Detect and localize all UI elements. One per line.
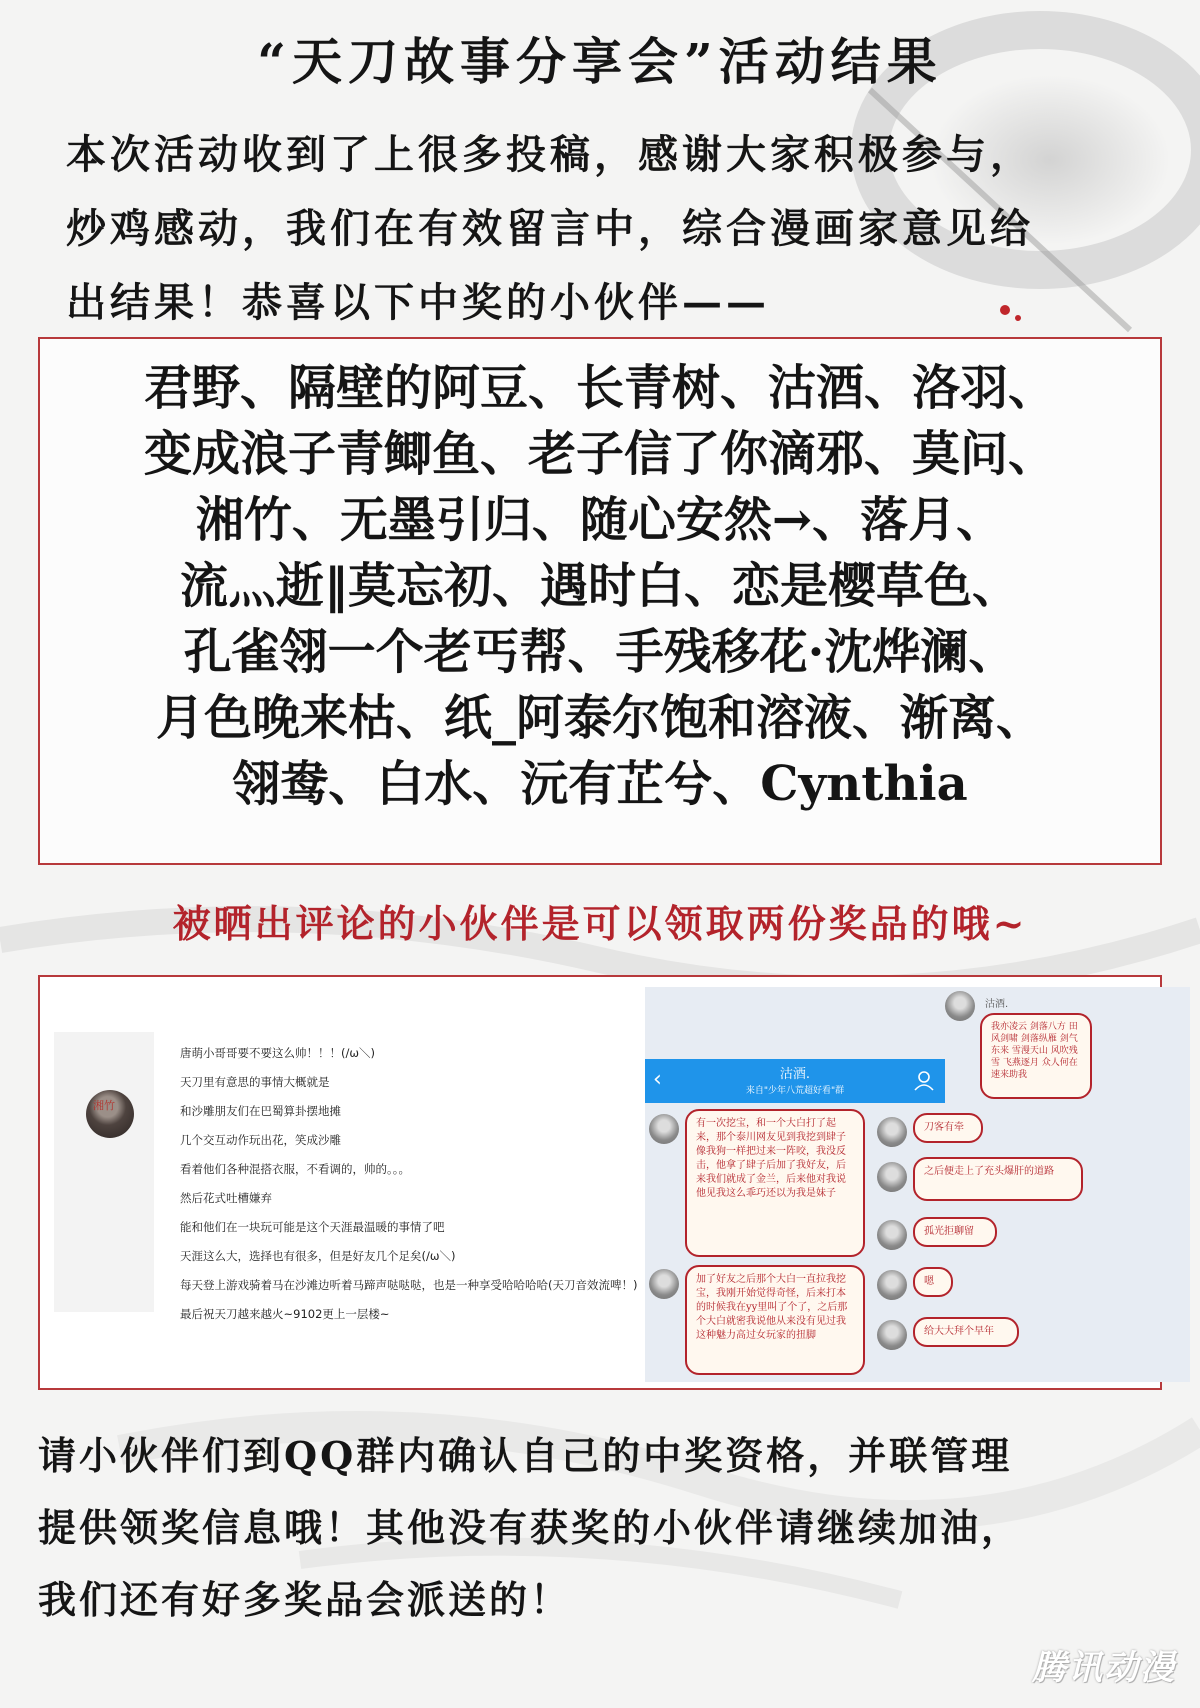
intro-paragraph xyxy=(66,118,1146,340)
comment-line: 天刀里有意思的事情大概就是 xyxy=(180,1075,330,1089)
comment-line: 唐萌小哥哥要不要这么帅！！！(/ω＼) xyxy=(180,1046,375,1060)
comment-line: 天涯这么大，选择也有很多，但是好友几个足矣(/ω＼) xyxy=(180,1249,456,1263)
comment-body xyxy=(180,1039,700,1329)
comment-author-panel xyxy=(54,1032,154,1312)
chat-bubble-right: 孤光拒聊留 xyxy=(913,1217,997,1247)
chat-screenshot xyxy=(645,987,1190,1382)
intro-line: 本次活动收到了上很多投稿，感谢大家积极参与， xyxy=(66,131,1034,178)
winners-line: 流灬逝‖莫忘初、遇时白、恋是樱草色、 xyxy=(179,558,1020,614)
comment-line: 然后花式吐槽嫌弃 xyxy=(180,1191,272,1205)
chat-bubble-right: 我亦凌云 剑落八方 田风剑啸 剑落纵雁 剑气东来 雪漫天山 风吹残雪 飞燕逐月 众人何在 速来助我 xyxy=(980,1013,1092,1099)
comment-line: 最后祝天刀越来越火~9102更上一层楼~ xyxy=(180,1307,390,1321)
comment-line: 能和他们在一块玩可能是这个天涯最温暖的事情了吧 xyxy=(180,1220,445,1234)
chat-bubble-right: 刀客有牵 xyxy=(913,1113,983,1143)
winners-line: 月色晚来枯、纸_阿泰尔饱和溶液、渐离、 xyxy=(155,690,1044,746)
page-title: “天刀故事分享会”活动结果 xyxy=(257,32,943,91)
chat-top-sender-name: 沽酒. xyxy=(985,999,1009,1010)
comment-line: 看着他们各种混搭衣服，不看调的，帅的。。。 xyxy=(180,1162,410,1176)
chat-subtitle: 来自"少年八荒超好看"群 xyxy=(745,1086,845,1096)
avatar xyxy=(877,1220,907,1250)
avatar xyxy=(945,991,975,1021)
intro-line: 出结果！恭喜以下中奖的小伙伴—— xyxy=(66,279,770,326)
user-profile-icon[interactable] xyxy=(913,1069,935,1091)
footer-line: 我们还有好多奖品会派送的！ xyxy=(38,1577,572,1622)
chat-bubble-right: 给大大拜个早年 xyxy=(913,1317,1019,1347)
chat-bubble-left: 有一次挖宝，和一个大白打了起来，那个泰川网友见到我挖到肆子像我狗一样把过来一阵咬，我没反击，他拿了肆子后加了我好友，后来我们就成了金兰，后来他对我说他见我这么乖巧还以为我是妹子 xyxy=(685,1109,865,1257)
footer-line: 提供领奖信息哦！其他没有获奖的小伙伴请继续加油， xyxy=(38,1505,1023,1550)
bonus-note: 被晒出评论的小伙伴是可以领取两份奖品的哦~ xyxy=(172,901,1028,946)
comment-line: 每天登上游戏骑着马在沙滩边听着马蹄声哒哒哒，也是一种享受哈哈哈哈(天刀音效流啤！) xyxy=(180,1278,638,1292)
avatar xyxy=(649,1269,679,1299)
avatar xyxy=(877,1117,907,1147)
footer-paragraph xyxy=(38,1420,1178,1636)
back-arrow-icon[interactable]: ‹ xyxy=(653,1067,662,1092)
avatar xyxy=(877,1270,907,1300)
winners-line: 湘竹、无墨引归、随心安然→、落月、 xyxy=(195,492,1005,548)
winners-line: 孔雀翎一个老丐帮、手残移花·沈烨澜、 xyxy=(183,624,1017,680)
winners-list-box xyxy=(38,337,1162,865)
avatar xyxy=(649,1114,679,1144)
chat-title: 沽酒. xyxy=(779,1067,811,1082)
avatar xyxy=(877,1320,907,1350)
avatar xyxy=(877,1162,907,1192)
chat-bubble-left: 加了好友之后那个大白一直拉我挖宝，我刚开始觉得奇怪，后来打本的时候我在yy里叫了个了，之后那个大白就密我说他从来没有见过我这种魅力高过女玩家的扭脚 xyxy=(685,1265,865,1375)
winners-line: 君野、隔壁的阿豆、长青树、沽酒、洛羽、 xyxy=(143,360,1056,416)
chat-bubble-right: 之后便走上了充头爆肝的道路 xyxy=(913,1157,1083,1201)
winners-line: 变成浪子青鲫鱼、老子信了你滴邪、莫问、 xyxy=(143,426,1056,482)
featured-comments-box xyxy=(38,975,1162,1390)
footer-line: 请小伙伴们到QQ群内确认自己的中奖资格，并联管理 xyxy=(38,1433,1013,1478)
tencent-comic-watermark: 腾讯动漫 xyxy=(1032,1648,1176,1688)
comment-line: 和沙雕朋友们在巴蜀算卦摆地摊 xyxy=(180,1104,341,1118)
chat-header-bar xyxy=(645,1059,945,1103)
chat-bubble-right: 嗯 xyxy=(913,1267,953,1297)
comment-username: 湘竹 xyxy=(93,1099,115,1112)
comment-line: 几个交互动作玩出花，笑成沙雕 xyxy=(180,1133,341,1147)
winners-line: 翎鸯、白水、沅有芷兮、Cynthia xyxy=(232,756,968,812)
intro-line: 炒鸡感动，我们在有效留言中，综合漫画家意见给 xyxy=(66,205,1034,252)
